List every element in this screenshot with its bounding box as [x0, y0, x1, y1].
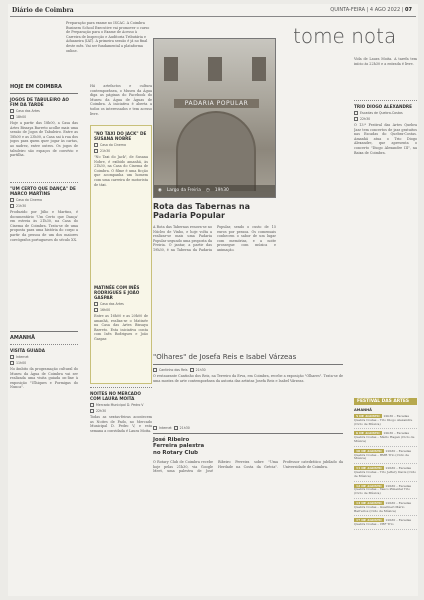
- story-text: Todas as sextas-feiras acontecem as Noites de Fado, no Mercado Municipal D. Pedro V, e esta semana a convidada é Laura Moita.: [90, 415, 152, 433]
- story-text: "No Taxi do Jack", de Susana Nobre, é exibido amanhã, às 21h30, na Casa do Cinema de Coimbra. O filme é uma ficção que acompanha um homem com uma carreira de motorista de táxi.: [94, 155, 148, 187]
- olhares-story: "Olhares" de Josefa Reis e Isabel Várzeas Cantinho dos Reis 21h30 O restaurante Cantinho dos Reis, na Terreiro da Erva, em Coimbra, recebe a exposição "Olhares". Trata-se de uma mostra de arte contemporânea da autoria das artistas Josefa Reis e Isabel Várzeas.: [153, 353, 343, 402]
- clock-icon: [190, 368, 194, 372]
- festival-amanha: AMANHÃ: [354, 408, 372, 412]
- festival-entry: [354, 485, 417, 499]
- main-photo: [153, 38, 276, 198]
- festival-text: 22h30 – Escadas Quebra Costas – Trio Jeffery Davis (Ciclo de Música): [354, 466, 417, 478]
- location-icon: ◉: [158, 188, 162, 193]
- newspaper-page: [8, 4, 418, 596]
- story-text: No âmbito da programação cultural do Museu da Água de Coimbra vai ser realizada uma visita guiada on-line à exposição "Ulhiques e Formigas do Nunca".: [10, 367, 78, 390]
- date-line: QUINTA-FEIRA | 4 AGO 2022 | 07: [330, 7, 412, 13]
- page-number: 07: [405, 7, 412, 13]
- clock-icon: [174, 426, 178, 430]
- newspaper-logo: Diário de Coimbra: [12, 7, 74, 14]
- festival-heading: FESTIVAL DAS ARTES: [354, 398, 417, 405]
- photo-caption: ◉ Largo da Freiria ◷ 19h30: [154, 185, 275, 197]
- story-title: MATINÉE COM INÊS RODRIGUES E JOÃO GASPAR: [94, 285, 140, 300]
- festival-text: 22h30 – Escadas Quebra Costas – Trio Diogo Alexandre (Ciclo de Música): [354, 414, 413, 426]
- masthead: [10, 7, 416, 17]
- story-text: Há artefactos e cultura contemporânea, o Museu da Água diga as páginas do Facebook do Museu da Água de Águas de Coimbra. A iniciativa é aberta a todos os interessados e tem acesso livre.: [90, 84, 152, 116]
- festival-entry: [354, 432, 417, 446]
- lead-top-text: Preparação para exame no ISCAC. A Coimbra Business School Executive vai promover o curso de Preparação para o Exame de Acesso à Carreira de Inspecção e Auditoria Tributária e Aduaneira (IAT). A primeira sessão é já no final deste mês. Vai ser fundamental a plataforma online.: [66, 21, 150, 53]
- festival-text: 22h30 – Escadas Quebra Costas – Guarnieri Mário Barreiros (Ciclo de Música): [354, 500, 412, 513]
- story-text: Vida de Laura Moita. A tarefa tem início às 22h30 e a entrada é livre.: [354, 57, 417, 66]
- location-icon: [10, 109, 14, 113]
- main-story-title: Rota das Tabernas na Padaria Popular: [153, 202, 250, 220]
- location-icon: [354, 111, 358, 115]
- story-text: Produzido por Júlio e Martins, é documentário 'Um Certo que Dança' em estreia às 21h30, na Casa do Cinema de Coimbra. Trata-se de uma proposta para uma história do corpo a partir da pessoa de um dos maiores coreógrafos portugueses do século XX.: [10, 210, 78, 242]
- story-text: Entre as 16h00 e as 20h00 de amanhã, realiza-se o Matinée na Casa das Artes Bissaya Barreto. Esta iniciativa conta com Inês Rodrigues e João Gaspar.: [94, 314, 148, 341]
- story-title: NOITES NO MERCADO COM LAURA MOITA: [90, 391, 141, 401]
- location-icon: [153, 368, 157, 372]
- olhares-title: "Olhares" de Josefa Reis e Isabel Várzeas: [153, 353, 297, 361]
- clock-icon: ◷: [206, 188, 210, 193]
- festival-entry: [354, 450, 417, 464]
- festival-date: 13 DE AGOSTO: [356, 500, 382, 505]
- clock-icon: [90, 409, 94, 413]
- photo-sign: PADARIA POPULAR: [174, 99, 259, 108]
- column-today: HOJE EM COIMBRA JOGOS DE TABULEIRO AO FIM DA TARDE Casa das Artes 18h00 Hoje a partir das 18h00, a Casa das Artes Bissaya Barreto acolhe mais uma sessão de Jogos de Tabuleiro. Entre as 18h00 e as 23h00, a Casa sai à rua dos jogos para quem quer jogar às cartas, ao xadrez, entre outros. Os jogos de tabuleiro são espaços de convívio e partilha. "UM CERTO QUE DANÇA" DE MARCO MARTINS Casa do Cinema 21h30 Produzido por Júlio e Martins, é documentário 'Um Certo que Dança' em estreia às 21h30, na Casa do Cinema de Coimbra. Trata-se de uma proposta para uma história do corpo a partir da pessoa de um dos maiores coreógrafos portugueses do século XX. AMANHÃ VISITA GUIADA Internet 11h00 No âmbito da programação cultural do Museu da Água de Coimbra vai ser realizada uma visita guiada on-line à exposição "Ulhiques e Formigas do Nunca".: [10, 84, 78, 485]
- main-story-text: A Rota das Tabernas renova-se no Núcleo de Vinho, e hoje volta a realizar-se mais uma Padaria Popular segundo uma proposta da Freiria. O jantar, a partir das 19h30, é na Taberna da Padaria Popular, sendo o custo de 15 euros por pessoa. Os comensais conhecem o sabor de um lugar com memórias, e a noite prossegue com música e animação.: [153, 225, 276, 252]
- festival-text: 22h30 – Escadas Quebra Costas – BMB Trio (Ciclo de Música): [354, 448, 412, 461]
- today-heading: HOJE EM COIMBRA: [10, 84, 62, 90]
- story-title: "UM CERTO QUE DANÇA" DE MARCO MARTINS: [10, 186, 76, 196]
- festival-date: 17 DE AGOSTO: [356, 518, 382, 523]
- festival-text: 22h30 – Escadas Quebra Costas – Mário Hagan (Ciclo de Música): [354, 431, 415, 443]
- festival-date: 12 DE AGOSTO: [356, 483, 382, 488]
- clock-icon: [94, 149, 98, 153]
- clock-icon: [10, 361, 14, 365]
- clock-icon: [94, 308, 98, 312]
- right-column: Vida de Laura Moita. A tarefa tem início às 22h30 e a entrada é livre. TRIO DIOGO ALEXANDRE Escadas de Quebra-Costas 22h30 O 13.º Festival das Artes Quebra Jazz tem concertos de jazz gratuitos nas Escadas do Quebra-Costas. Amanhã atua o Trio Diogo Alexandre, que apresenta o concerto "Diogo Alexandre III", na Baixa de Coimbra.: [354, 57, 417, 323]
- festival-entry: [354, 415, 417, 429]
- rotary-text: O Rotary Club de Coimbra recebe hoje pelas 21h30, via Google Meet, uma palestra de José Ribeiro Ferreira sobre "Uma Herdade na Costa da Grécia". Professor catedrático jubilado da Universidade de Coimbra.: [153, 460, 343, 474]
- rotary-title: José Ribeiro Ferreira palestra no Rotary Club: [153, 437, 205, 456]
- rotary-story: Internet 21h30 José Ribeiro Ferreira palestra no Rotary Club O Rotary Club de Coimbra recebe hoje pelas 21h30, via Google Meet, uma palestra de José Ribeiro Ferreira sobre "Uma Herdade na Costa da Grécia". Professor catedrático jubilado da Universidade de Coimbra.: [153, 424, 343, 592]
- festival-date: 11 DE AGOSTO: [356, 466, 382, 471]
- story-title: TRIO DIOGO ALEXANDRE: [354, 104, 413, 109]
- clock-icon: [354, 117, 358, 121]
- column-tomorrow: Há artefactos e cultura contemporânea, o Museu da Água diga as páginas do Facebook do Museu da Água de Águas de Coimbra. A iniciativa é aberta a todos os interessados e tem acesso livre. "NO TAXI DO JACK" DE SUSANA NOBRE Casa do Cinema 21h30 "No Taxi do Jack", de Susana Nobre, é exibido amanhã, às 21h30, na Casa do Cinema de Coimbra. O filme é uma ficção que acompanha um homem com uma carreira de motorista de táxi. MATINÉE COM INÊS RODRIGUES E JOÃO GASPAR Casa das Artes 16h00 Entre as 16h00 e as 20h00 de amanhã, realiza-se o Matinée na Casa das Artes Bissaya Barreto. Esta iniciativa conta com Inês Rodrigues e João Gaspar. NOITES NO MERCADO COM LAURA MOITA Mercado Municipal D. Pedro V 22h30 Todas as sextas-feiras acontecem as Noites de Fado, no Mercado Municipal D. Pedro V, e esta semana a convidada é Laura Moita.: [90, 84, 152, 475]
- festival-text: 22h30 – Escadas Quebra Costas – CBF Trio: [354, 518, 412, 527]
- festival-entry: [354, 519, 417, 530]
- highlight-box: "NO TAXI DO JACK" DE SUSANA NOBRE Casa do Cinema 21h30 "No Taxi do Jack", de Susana Nobre, é exibido amanhã, às 21h30, na Casa do Cinema de Coimbra. O filme é uma ficção que acompanha um homem com uma carreira de motorista de táxi. MATINÉE COM INÊS RODRIGUES E JOÃO GASPAR Casa das Artes 16h00 Entre as 16h00 e as 20h00 de amanhã, realiza-se o Matinée na Casa das Artes Bissaya Barreto. Esta iniciativa conta com Inês Rodrigues e João Gaspar.: [90, 125, 152, 384]
- festival-listing: [354, 398, 417, 530]
- internet-icon: [10, 355, 14, 359]
- olhares-text: O restaurante Cantinho dos Reis, na Terreiro da Erva, em Coimbra, recebe a exposição "Olhares". Trata-se de uma mostra de arte contemporânea da autoria das artistas Josefa Reis e Isabel Várzeas.: [153, 374, 343, 383]
- festival-entry: [354, 467, 417, 481]
- festival-entry: [354, 502, 417, 516]
- festival-list: [354, 415, 417, 530]
- story-title: JOGOS DE TABULEIRO AO FIM DA TARDE: [10, 97, 69, 107]
- festival-date: 10 DE AGOSTO: [356, 448, 382, 453]
- location-icon: [94, 302, 98, 306]
- location-icon: [90, 403, 94, 407]
- story-title: "NO TAXI DO JACK" DE SUSANA NOBRE: [94, 131, 147, 141]
- location-icon: [94, 143, 98, 147]
- story-text: Hoje a partir das 18h00, a Casa das Artes Bissaya Barreto acolhe mais uma sessão de Jogos de Tabuleiro. Entre as 18h00 e as 23h00, a Casa sai à rua dos jogos para quem quer jogar às cartas, ao xadrez, entre outros. Os jogos de tabuleiro são espaços de convívio e partilha.: [10, 121, 78, 158]
- location-icon: [10, 198, 14, 202]
- story-text: O 13.º Festival das Artes Quebra Jazz tem concertos de jazz gratuitos nas Escadas do Quebra-Costas. Amanhã atua o Trio Diogo Alexandre, que apresenta o concerto "Diogo Alexandre III", na Baixa de Coimbra.: [354, 123, 417, 155]
- tomorrow-heading: AMANHÃ: [10, 335, 35, 341]
- festival-date: 6 DE AGOSTO: [356, 431, 380, 436]
- festival-text: 22h30 – Escadas Quebra Costas – Vasco Pimentel Trio (Ciclo de Música): [354, 483, 412, 496]
- section-title: tome nota: [293, 24, 397, 48]
- internet-icon: [153, 426, 157, 430]
- main-story: [153, 202, 276, 335]
- clock-icon: [10, 115, 14, 119]
- festival-date: 5 DE AGOSTO: [356, 414, 380, 418]
- story-title: VISITA GUIADA: [10, 348, 45, 353]
- clock-icon: [10, 204, 14, 208]
